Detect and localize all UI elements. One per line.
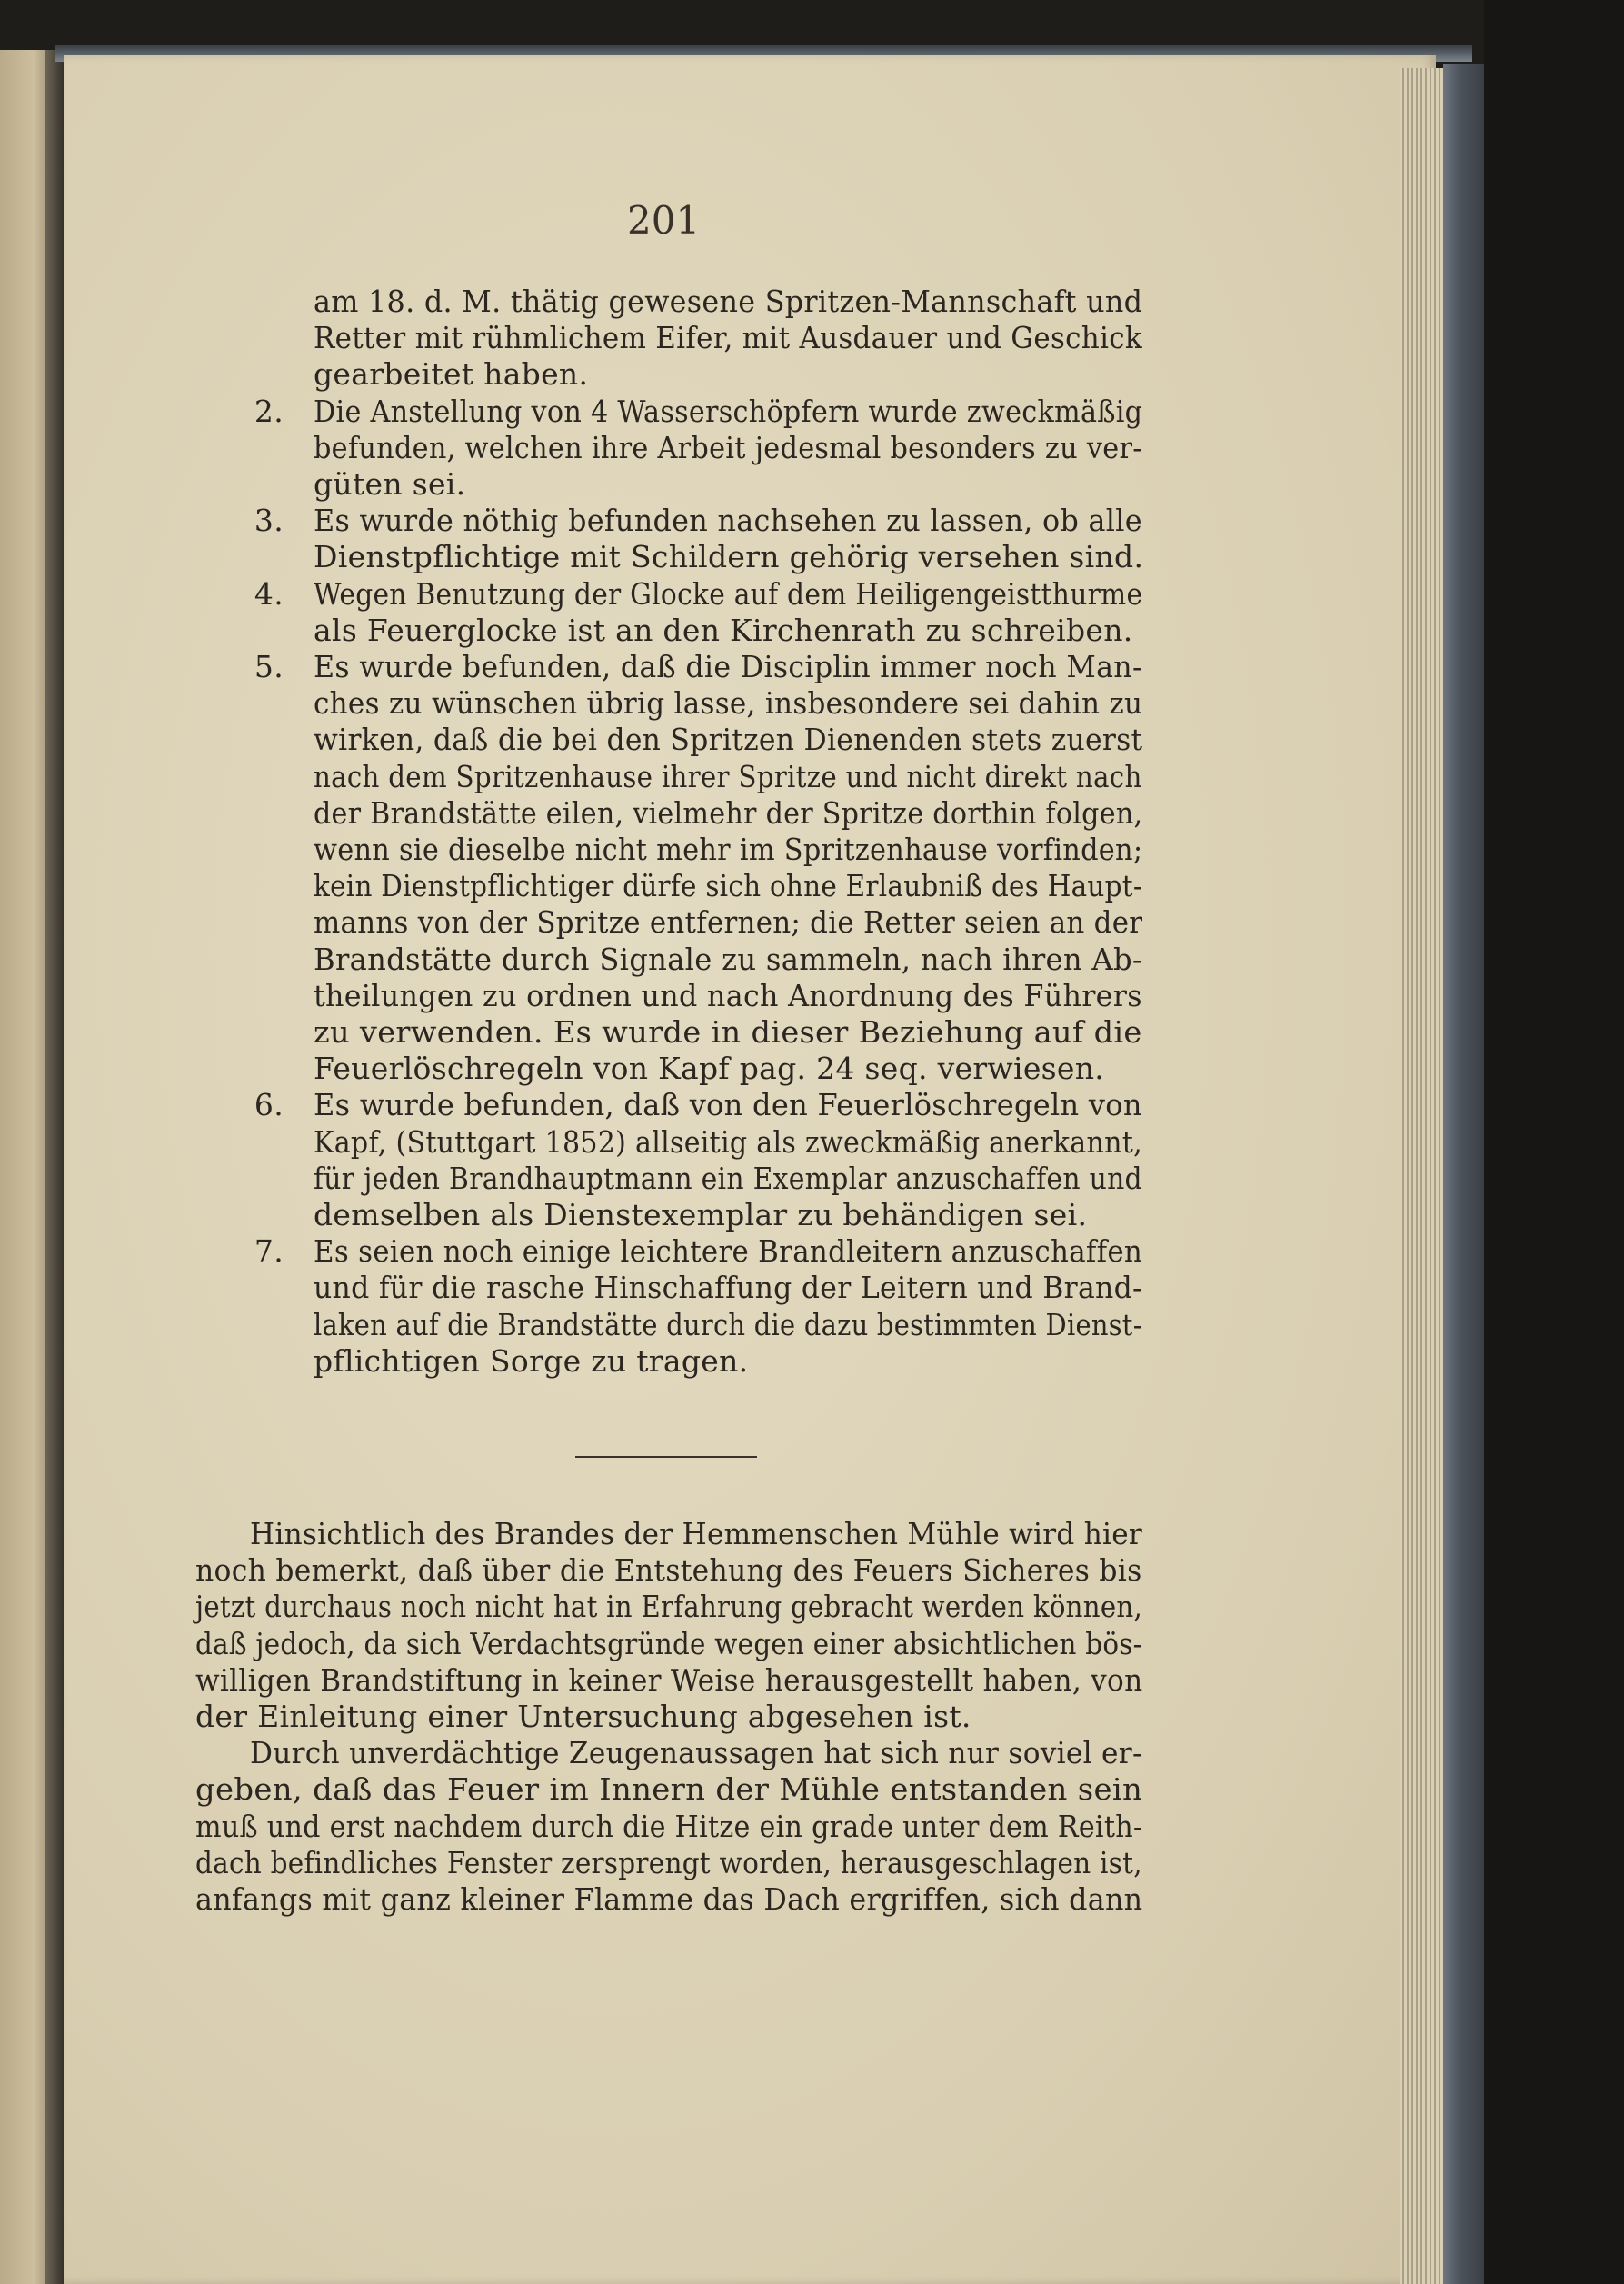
list-number xyxy=(238,685,284,722)
body-line: geben, daß das Feuer im Innern der Mühle entstanden sein xyxy=(195,1771,1143,1808)
list-number xyxy=(238,868,284,904)
list-line: befunden, welchen ihre Arbeit jedesmal besonders zu ver- xyxy=(314,429,1142,465)
body-line: Durch unverdächtige Zeugenaussagen hat sich nur soviel er- xyxy=(250,1735,1142,1771)
list-number: 4. xyxy=(254,575,284,612)
list-line: wenn sie dieselbe nicht mehr im Spritzenhause vorfinden; xyxy=(314,832,1143,867)
list-line: Dienstpflichtige mit Schildern gehörig versehen sind. xyxy=(314,539,1144,575)
body-line: noch bemerkt, daß über die Entstehung des Feuers Sicheres bis xyxy=(195,1552,1142,1589)
section-divider xyxy=(575,1456,757,1458)
list-number xyxy=(238,284,284,320)
list-line: Retter mit rühmlichem Eifer, mit Ausdauer und Geschick xyxy=(314,320,1142,356)
list-number: 6. xyxy=(254,1087,284,1123)
list-line: Kapf, (Stuttgart 1852) allseitig als zweckmäßig anerkannt, xyxy=(314,1123,1142,1160)
list-line: Es seien noch einige leichtere Brandleitern anzuschaffen xyxy=(314,1233,1143,1270)
list-line: und für die rasche Hinschaffung der Leitern und Brand- xyxy=(314,1270,1142,1306)
list-line: kein Dienstpflichtiger dürfe sich ohne Erlaubniß des Haupt- xyxy=(314,868,1143,904)
list-number xyxy=(238,795,284,832)
body-line: Hinsichtlich des Brandes der Hemmenschen Mühle wird hier xyxy=(250,1516,1143,1551)
book-cover-edge xyxy=(1443,64,1484,2284)
page-number: 201 xyxy=(627,198,701,243)
list-line: Es wurde befunden, daß von den Feuerlöschregeln von xyxy=(314,1087,1142,1123)
list-number: 7. xyxy=(254,1233,284,1270)
list-number xyxy=(238,1014,284,1051)
list-number xyxy=(238,320,284,356)
list-line: ches zu wünschen übrig lasse, insbesondere sei dahin zu xyxy=(314,685,1143,722)
list-line: laken auf die Brandstätte durch die dazu bestimmten Dienst- xyxy=(314,1306,1142,1342)
list-number: 3. xyxy=(254,503,284,539)
body-line: dach befindliches Fenster zersprengt worden, herausgeschlagen ist, xyxy=(195,1844,1142,1880)
list-line: wirken, daß die bei den Spritzen Dienenden stets zuerst xyxy=(314,722,1143,758)
body-line: daß jedoch, da sich Verdachtsgründe wegen einer absichtlichen bös- xyxy=(195,1625,1142,1661)
body-line: der Einleitung einer Untersuchung abgesehen ist. xyxy=(195,1699,971,1734)
list-line: als Feuerglocke ist an den Kirchenrath zu schreiben. xyxy=(314,612,1133,648)
list-line: Brandstätte durch Signale zu sammeln, nach ihren Ab- xyxy=(314,941,1143,977)
list-line: Es wurde befunden, daß die Disciplin immer noch Man- xyxy=(314,649,1142,684)
list-line: Wegen Benutzung der Glocke auf dem Heiligengeistthurme xyxy=(314,575,1143,612)
list-line: der Brandstätte eilen, vielmehr der Spritze dorthin folgen, xyxy=(314,794,1143,831)
list-line: am 18. d. M. thätig gewesene Spritzen-Mannschaft und xyxy=(314,284,1143,319)
list-number xyxy=(238,722,284,758)
list-number xyxy=(238,942,284,978)
list-number xyxy=(238,539,284,575)
list-number xyxy=(238,978,284,1014)
list-line: nach dem Spritzenhause ihrer Spritze und nicht direkt nach xyxy=(314,758,1142,794)
list-line: demselben als Dienstexemplar zu behändigen sei. xyxy=(314,1197,1088,1232)
list-number: 2. xyxy=(254,393,284,429)
list-number xyxy=(238,904,284,941)
list-number xyxy=(238,759,284,795)
list-number xyxy=(238,1270,284,1306)
list-number xyxy=(238,466,284,503)
list-line: für jeden Brandhauptmann ein Exemplar anzuschaffen und xyxy=(314,1160,1142,1196)
background-shadow xyxy=(1484,0,1624,2284)
list-number xyxy=(238,356,284,393)
list-line: zu verwenden. Es wurde in dieser Beziehung auf die xyxy=(314,1014,1142,1050)
list-line: güten sei. xyxy=(314,466,466,502)
body-line: jetzt durchaus noch nicht hat in Erfahrung gebracht werden können, xyxy=(195,1589,1143,1625)
list-number: 5. xyxy=(254,649,284,684)
list-line: Es wurde nöthig befunden nachsehen zu lassen, ob alle xyxy=(314,503,1142,539)
page-stack-edges xyxy=(1400,68,1445,2284)
body-line: willigen Brandstiftung in keiner Weise herausgestellt haben, von xyxy=(195,1661,1143,1698)
list-number xyxy=(238,430,284,466)
list-line: theilungen zu ordnen und nach Anordnung des Führers xyxy=(314,977,1142,1013)
list-number xyxy=(238,832,284,868)
list-line: gearbeitet haben. xyxy=(314,356,589,393)
list-number xyxy=(238,1051,284,1087)
list-line: manns von der Spritze entfernen; die Retter seien an der xyxy=(314,904,1143,941)
list-line: Feuerlöschregeln von Kapf pag. 24 seq. verwiesen. xyxy=(314,1051,1105,1087)
list-number xyxy=(238,1343,284,1380)
list-number xyxy=(238,1307,284,1343)
body-line: muß und erst nachdem durch die Hitze ein grade unter dem Reith- xyxy=(195,1808,1143,1844)
list-number xyxy=(238,613,284,649)
list-line: pflichtigen Sorge zu tragen. xyxy=(314,1342,749,1379)
list-line: Die Anstellung von 4 Wasserschöpfern wurde zweckmäßig xyxy=(314,393,1143,429)
list-number xyxy=(238,1161,284,1197)
list-number xyxy=(238,1124,284,1161)
body-line: anfangs mit ganz kleiner Flamme das Dach ergriffen, sich dann xyxy=(195,1881,1143,1917)
list-number xyxy=(238,1197,284,1233)
